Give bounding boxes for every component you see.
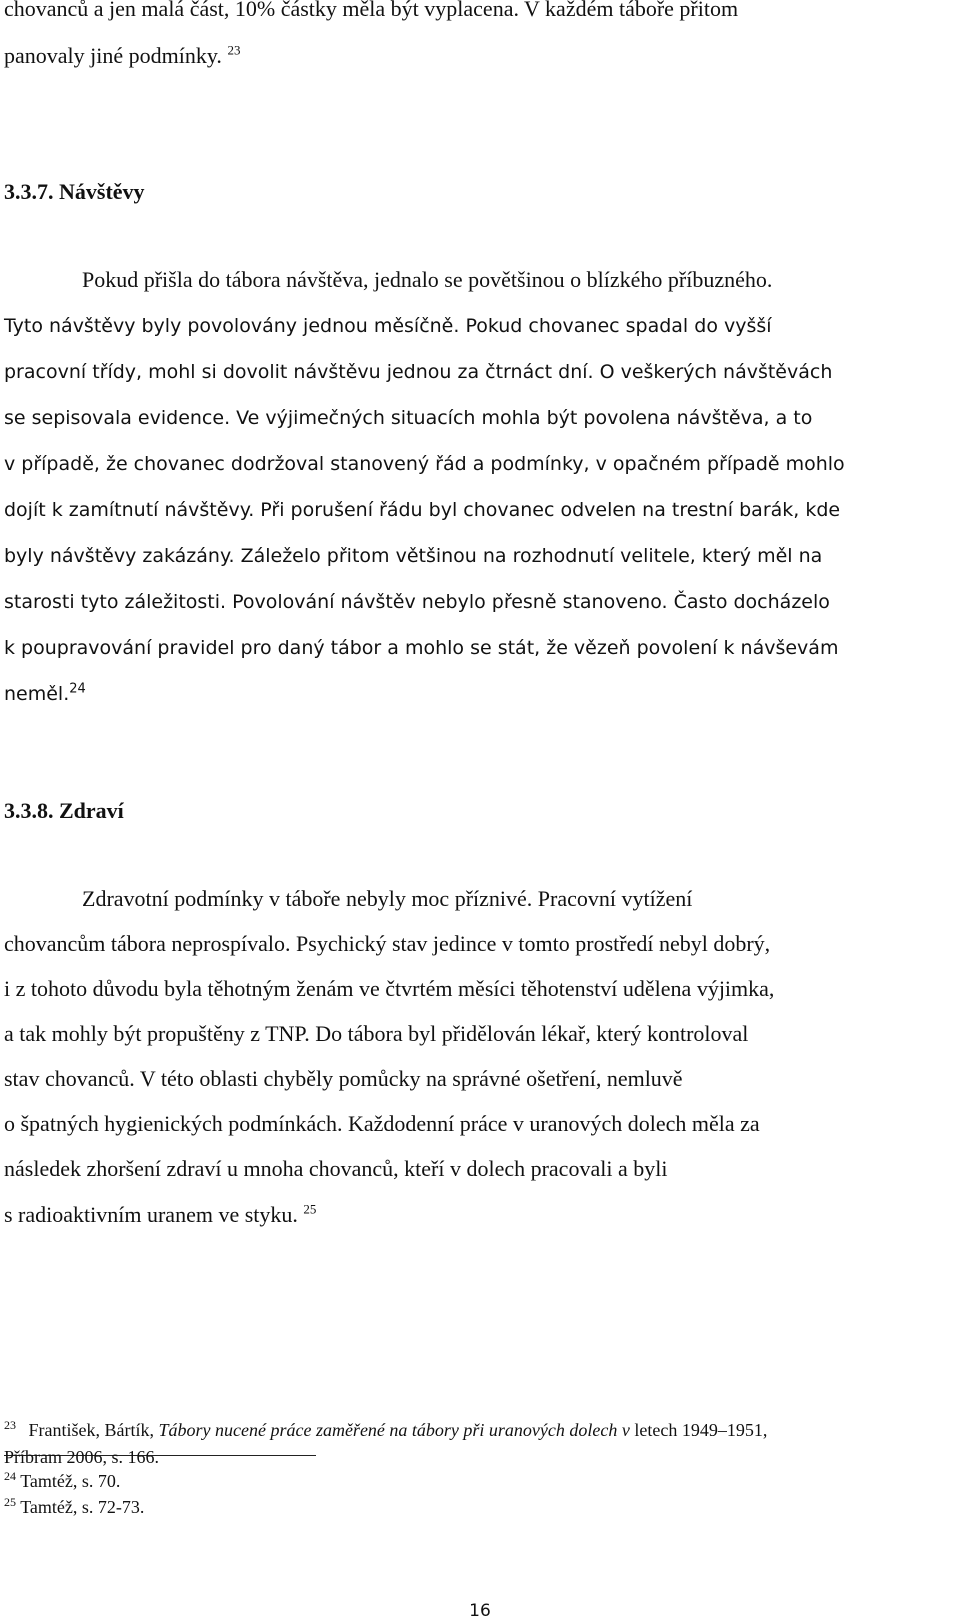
- text-line: byly návštěvy zakázány. Záleželo přitom většinou na rozhodnutí velitele, který měl na: [4, 545, 823, 567]
- text-line: Pokud přišla do tábora návštěva, jednalo se povětšinou o blízkého příbuzného.: [82, 267, 773, 292]
- text-line: k poupravování pravidel pro daný tábor a mohlo se stát, že vězeň povolení k návševám: [4, 637, 839, 659]
- text-line: neměl.$^{24}$: [4, 681, 86, 705]
- footnote-ref: 24: [69, 681, 86, 697]
- text-line: chovancům tábora neprospívalo. Psychický stav jedince v tomto prostředí nebyl dobrý,: [4, 931, 771, 956]
- footnote-number: 23: [4, 1418, 16, 1432]
- text-line: a tak mohly být propuštěny z TNP. Do tábora byl přidělován lékař, který kontroloval: [4, 1021, 749, 1046]
- text-line: i z tohoto důvodu byla těhotným ženám ve čtvrtém měsíci těhotenství udělena výjimka,: [4, 976, 775, 1001]
- text-line: panovaly jiné podmínky. $^{23}$: [4, 42, 241, 68]
- text-line: stav chovanců. V této oblasti chyběly pomůcky na správné ošetření, nemluvě: [4, 1066, 683, 1091]
- text-line: starosti tyto záležitosti. Povolování návštěv nebylo přesně stanoveno. Často docházelo: [4, 591, 830, 613]
- footnote-text: Tamtéž, s. 70.: [20, 1471, 121, 1491]
- footnote-text: Tamtéž, s. 72-73.: [20, 1497, 145, 1517]
- footnote-ref: 25: [303, 1201, 317, 1217]
- section-heading: 3.3.8. Zdraví: [4, 798, 124, 823]
- footnote-number: 25: [4, 1495, 16, 1509]
- footnote: [4, 1496, 144, 1518]
- text-line: se sepisovala evidence. Ve výjimečných situacích mohla být povolena návštěva, a to: [4, 407, 813, 429]
- footnote-author: František, Bártík,: [28, 1420, 154, 1440]
- text-line: dojít k zamítnutí návštěvy. Při porušení řádu byl chovanec odvelen na trestní barák, kde: [4, 499, 841, 521]
- footnote-tail: letech 1949–1951,: [634, 1420, 768, 1440]
- text-line: Tyto návštěvy byly povolovány jednou měsíčně. Pokud chovanec spadal do vyšší: [4, 315, 772, 337]
- footnote-title: Tábory nucené práce zaměřené na tábory při uranových dolech v: [158, 1420, 630, 1440]
- footnote-ref: 23: [227, 42, 241, 58]
- text-line: o špatných hygienických podmínkách. Každodenní práce v uranových dolech měla za: [4, 1111, 760, 1136]
- footnote: [4, 1470, 120, 1492]
- footnote-continuation: Příbram 2006, s. 166.: [4, 1447, 159, 1467]
- text-line: Zdravotní podmínky v táboře nebyly moc příznivé. Pracovní vytížení: [82, 886, 693, 911]
- text-line: chovanců a jen malá část, 10% částky měla být vyplacena. V každém táboře přitom: [4, 0, 739, 21]
- page-number: 16: [469, 1601, 491, 1621]
- footnote: [4, 1419, 767, 1441]
- text-line: s radioaktivním uranem ve styku. $^{25}$: [4, 1201, 317, 1227]
- text-line: pracovní třídy, mohl si dovolit návštěvu jednou za čtrnáct dní. O veškerých návštěvách: [4, 361, 833, 383]
- text-line: následek zhoršení zdraví u mnoha chovanců, kteří v dolech pracovali a byli: [4, 1156, 668, 1181]
- footnote-number: 24: [4, 1469, 16, 1483]
- section-heading: 3.3.7. Návštěvy: [4, 179, 145, 204]
- text-line: v případě, že chovanec dodržoval stanovený řád a podmínky, v opačném případě mohlo: [4, 453, 845, 475]
